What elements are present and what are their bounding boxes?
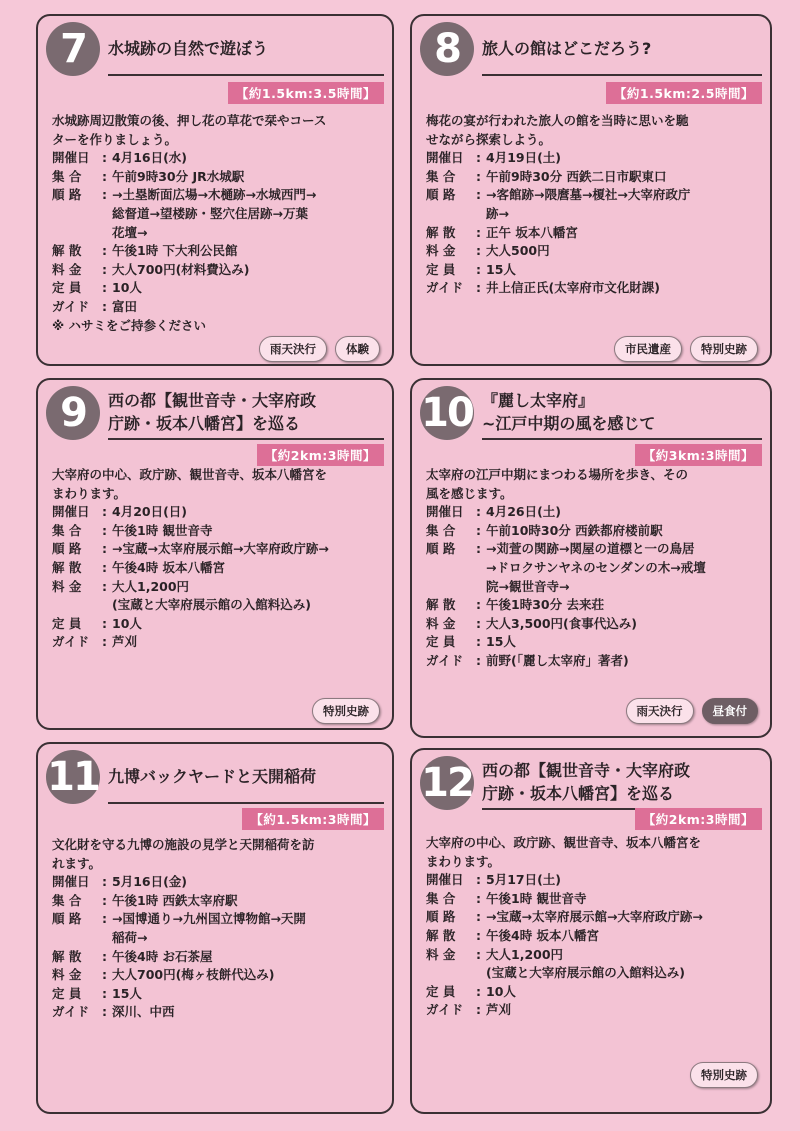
detail-value: 大人700円(梅ヶ枝餅代込み) — [112, 967, 275, 983]
detail-value: →国博通り→九州国立博物館→天開 稲荷→ — [112, 911, 306, 945]
detail-colon: : — [102, 504, 107, 520]
detail-label: 順 路 — [426, 187, 456, 203]
detail-value: 大人1,200円 (宝蔵と大宰府展示館の入館料込み) — [112, 578, 311, 613]
detail-value: →客館跡→隈麿墓→榎社→大宰府政庁 跡→ — [486, 187, 691, 221]
detail-row — [52, 892, 382, 911]
badge-group — [690, 1062, 758, 1088]
detail-value: 午後4時 坂本八幡宮 — [112, 559, 226, 575]
detail-value: 午前10時30分 西鉄都府楼前駅 — [486, 522, 663, 538]
detail-value: 15人 — [112, 985, 142, 1001]
event-title-wrap — [108, 24, 384, 76]
detail-label: 集 合 — [426, 890, 456, 906]
detail-colon: : — [102, 948, 107, 964]
detail-row — [52, 1003, 382, 1022]
detail-label: 定 員 — [426, 261, 456, 277]
distance-time-tag: 【約2km:3時間】 — [635, 808, 762, 830]
event-description: 太宰府の江戸中期にまつわる場所を歩き、その 風を感じます。 — [426, 467, 689, 501]
event-badge: 体験 — [335, 336, 380, 362]
detail-value: →苅萱の関跡→関屋の道標と一の鳥居 →ドロクサンヤネのセンダンの木→戒壇 院→観世音寺→ — [486, 541, 706, 594]
detail-value: 大人3,500円(食事代込み) — [486, 615, 637, 631]
detail-colon: : — [102, 911, 107, 927]
detail-colon: : — [476, 615, 481, 631]
detail-label: 定 員 — [426, 983, 456, 999]
event-title: 旅人の館はどこだろう? — [482, 38, 652, 58]
detail-label: 順 路 — [52, 911, 82, 927]
detail-value: 芦刈 — [486, 1002, 512, 1018]
detail-row — [52, 615, 382, 634]
detail-value: →宝蔵→太宰府展示館→大宰府政庁跡→ — [486, 909, 703, 925]
event-number: 11 — [46, 750, 100, 804]
detail-colon: : — [102, 522, 107, 538]
detail-colon: : — [476, 261, 481, 277]
badge-group — [259, 336, 380, 362]
detail-value: 4月16日(水) — [112, 150, 188, 166]
detail-colon: : — [102, 168, 107, 184]
detail-colon: : — [476, 541, 481, 557]
event-badge: 特別史跡 — [312, 698, 380, 724]
detail-label: 料 金 — [426, 946, 456, 962]
event-details — [426, 834, 760, 1020]
detail-label: 順 路 — [52, 187, 82, 203]
detail-value: 午前9時30分 西鉄二日市駅東口 — [486, 168, 667, 184]
event-details — [52, 112, 382, 335]
detail-value: →土塁断面広場→木樋跡→水城西門→ 総督道→望楼跡・竪穴住居跡→万葉 花壇→ — [112, 187, 317, 240]
detail-colon: : — [102, 298, 107, 314]
detail-label: 解 散 — [52, 559, 82, 575]
detail-colon: : — [102, 1004, 107, 1020]
detail-colon: : — [476, 1002, 481, 1018]
detail-row — [52, 186, 382, 242]
detail-colon: : — [476, 187, 481, 203]
event-number: 12 — [420, 756, 474, 810]
detail-value: 5月16日(金) — [112, 874, 188, 890]
detail-colon: : — [476, 634, 481, 650]
detail-colon: : — [476, 597, 481, 613]
event-card — [36, 378, 394, 730]
detail-row — [426, 908, 760, 927]
detail-label: 定 員 — [52, 615, 82, 631]
detail-label: 解 散 — [426, 224, 456, 240]
event-title-wrap — [482, 388, 762, 440]
detail-value: 午後1時 観世音寺 — [486, 890, 587, 906]
event-title-wrap — [482, 758, 762, 810]
event-title-wrap — [108, 752, 384, 804]
event-badge: 特別史跡 — [690, 336, 758, 362]
detail-row — [52, 279, 382, 298]
detail-label: 順 路 — [426, 541, 456, 557]
detail-row — [426, 224, 760, 243]
event-details — [52, 466, 382, 652]
detail-label: 集 合 — [426, 168, 456, 184]
detail-value: 4月19日(土) — [486, 150, 562, 166]
detail-row — [426, 1001, 760, 1020]
detail-colon: : — [102, 892, 107, 908]
detail-value: 午後1時 下大利公民館 — [112, 243, 238, 259]
detail-row — [52, 298, 382, 317]
detail-value: 午後4時 お石茶屋 — [112, 948, 213, 964]
detail-colon: : — [102, 615, 107, 631]
detail-row — [52, 168, 382, 187]
event-badge: 雨天決行 — [626, 698, 694, 724]
detail-value: 深川、中西 — [112, 1004, 175, 1020]
distance-time-tag: 【約1.5km:3時間】 — [242, 808, 384, 830]
detail-value: 10人 — [112, 615, 142, 631]
detail-value: 5月17日(土) — [486, 872, 562, 888]
detail-row — [52, 149, 382, 168]
detail-value: 大人500円 — [486, 243, 550, 259]
detail-row — [426, 633, 760, 652]
detail-row — [426, 186, 760, 223]
detail-row — [52, 633, 382, 652]
event-badge: 雨天決行 — [259, 336, 327, 362]
detail-colon: : — [476, 909, 481, 925]
detail-label: 料 金 — [426, 615, 456, 631]
detail-row — [52, 578, 382, 615]
detail-colon: : — [476, 522, 481, 538]
detail-label: ガイド — [52, 298, 90, 314]
detail-colon: : — [102, 634, 107, 650]
detail-value: 富田 — [112, 298, 138, 314]
detail-label: 開催日 — [52, 150, 90, 166]
detail-colon: : — [476, 280, 481, 296]
detail-row — [52, 540, 382, 559]
detail-colon: : — [102, 541, 107, 557]
detail-colon: : — [102, 578, 107, 594]
detail-row — [426, 242, 760, 261]
detail-colon: : — [476, 983, 481, 999]
detail-colon: : — [102, 985, 107, 1001]
event-title: 九博バックヤードと天開稲荷 — [108, 766, 317, 786]
detail-row — [426, 927, 760, 946]
distance-time-tag: 【約1.5km:3.5時間】 — [228, 82, 384, 104]
detail-label: ガイド — [52, 1004, 90, 1020]
detail-value: 正午 坂本八幡宮 — [486, 224, 578, 240]
detail-value: 15人 — [486, 634, 516, 650]
event-description: 梅花の宴が行われた旅人の館を当時に思いを馳 せながら探索しよう。 — [426, 113, 689, 147]
detail-value: 4月20日(日) — [112, 504, 188, 520]
detail-value: 午後4時 坂本八幡宮 — [486, 927, 600, 943]
event-card — [36, 14, 394, 366]
detail-label: 料 金 — [426, 243, 456, 259]
event-card — [410, 14, 772, 366]
event-badge: 特別史跡 — [690, 1062, 758, 1088]
detail-value: 大人1,200円 (宝蔵と大宰府展示館の入館料込み) — [486, 946, 685, 981]
detail-row — [426, 503, 760, 522]
detail-colon: : — [102, 559, 107, 575]
detail-label: 順 路 — [52, 541, 82, 557]
detail-row — [52, 242, 382, 261]
detail-label: 料 金 — [52, 578, 82, 594]
detail-colon: : — [476, 946, 481, 962]
detail-label: 解 散 — [52, 243, 82, 259]
detail-colon: : — [102, 187, 107, 203]
badge-group — [312, 698, 380, 724]
detail-value: →宝蔵→太宰府展示館→大宰府政庁跡→ — [112, 541, 329, 557]
event-card — [410, 378, 772, 738]
detail-colon: : — [476, 652, 481, 668]
detail-colon: : — [476, 150, 481, 166]
detail-colon: : — [102, 261, 107, 277]
detail-value: 10人 — [486, 983, 516, 999]
event-number: 10 — [420, 386, 474, 440]
event-title: 水城跡の自然で遊ぼう — [108, 38, 269, 58]
detail-colon: : — [476, 927, 481, 943]
detail-value: 10人 — [112, 280, 142, 296]
detail-colon: : — [476, 224, 481, 240]
event-badge: 昼食付 — [702, 698, 759, 724]
event-badge: 市民遺産 — [614, 336, 682, 362]
badge-group — [626, 698, 759, 724]
detail-value: 4月26日(土) — [486, 504, 562, 520]
detail-row — [52, 873, 382, 892]
detail-value: 午後1時 観世音寺 — [112, 522, 213, 538]
detail-colon: : — [102, 874, 107, 890]
event-card — [410, 748, 772, 1114]
detail-row — [52, 910, 382, 947]
detail-label: 集 合 — [426, 522, 456, 538]
detail-row — [426, 890, 760, 909]
detail-label: ガイド — [426, 1002, 464, 1018]
detail-label: 解 散 — [52, 948, 82, 964]
detail-label: 定 員 — [52, 280, 82, 296]
detail-label: 順 路 — [426, 909, 456, 925]
event-details — [426, 466, 760, 671]
detail-row — [52, 522, 382, 541]
detail-colon: : — [476, 504, 481, 520]
detail-value: 午前9時30分 JR水城駅 — [112, 168, 245, 184]
distance-time-tag: 【約1.5km:2.5時間】 — [606, 82, 762, 104]
distance-time-tag: 【約3km:3時間】 — [635, 444, 762, 466]
detail-colon: : — [476, 890, 481, 906]
detail-label: 定 員 — [426, 634, 456, 650]
detail-row — [426, 522, 760, 541]
event-description: 文化財を守る九博の施設の見学と天開稲荷を訪 れます。 — [52, 837, 315, 871]
detail-value: 芦刈 — [112, 634, 138, 650]
distance-time-tag: 【約2km:3時間】 — [257, 444, 384, 466]
detail-label: ガイド — [52, 634, 90, 650]
detail-colon: : — [102, 967, 107, 983]
detail-label: ガイド — [426, 652, 464, 668]
detail-label: ガイド — [426, 280, 464, 296]
event-description: 大宰府の中心、政庁跡、観世音寺、坂本八幡宮を まわります。 — [426, 835, 702, 869]
detail-value: 午後1時30分 去来荘 — [486, 597, 604, 613]
detail-label: 料 金 — [52, 967, 82, 983]
event-title-wrap — [108, 388, 384, 440]
detail-colon: : — [476, 168, 481, 184]
event-number: 8 — [420, 22, 474, 76]
event-title-wrap — [482, 24, 762, 76]
detail-colon: : — [102, 243, 107, 259]
detail-colon: : — [476, 872, 481, 888]
detail-row — [426, 615, 760, 634]
detail-colon: : — [476, 243, 481, 259]
event-details — [52, 836, 382, 1022]
detail-row — [426, 946, 760, 983]
detail-label: 開催日 — [426, 504, 464, 520]
event-note: ※ ハサミをご持参ください — [52, 317, 207, 333]
detail-row — [426, 279, 760, 298]
detail-row — [426, 261, 760, 280]
detail-label: 開催日 — [426, 872, 464, 888]
event-title: 西の都【観世音寺・大宰府政 庁跡・坂本八幡宮】を巡る — [108, 391, 317, 433]
detail-value: 大人700円(材料費込み) — [112, 261, 250, 277]
detail-row — [426, 871, 760, 890]
detail-label: 開催日 — [52, 504, 90, 520]
detail-label: 定 員 — [52, 985, 82, 1001]
event-title: 『麗し太宰府』 ~江戸中期の風を感じて — [482, 391, 656, 433]
detail-row — [426, 596, 760, 615]
detail-row — [426, 652, 760, 671]
detail-label: 開催日 — [426, 150, 464, 166]
detail-row — [426, 168, 760, 187]
detail-value: 午後1時 西鉄太宰府駅 — [112, 892, 238, 908]
event-number: 9 — [46, 386, 100, 440]
detail-label: 集 合 — [52, 168, 82, 184]
event-number: 7 — [46, 22, 100, 76]
detail-colon: : — [102, 280, 107, 296]
detail-value: 井上信正氏(太宰府市文化財課) — [486, 280, 660, 296]
event-description: 大宰府の中心、政庁跡、観世音寺、坂本八幡宮を まわります。 — [52, 467, 328, 501]
badge-group — [614, 336, 758, 362]
detail-row — [52, 559, 382, 578]
event-card — [36, 742, 394, 1114]
detail-row — [52, 948, 382, 967]
event-details — [426, 112, 760, 298]
detail-row — [426, 983, 760, 1002]
detail-row — [426, 540, 760, 596]
detail-label: 解 散 — [426, 597, 456, 613]
detail-value: 前野(「麗し太宰府」著者) — [486, 652, 629, 668]
detail-label: 集 合 — [52, 522, 82, 538]
detail-row — [52, 966, 382, 985]
detail-row — [426, 149, 760, 168]
detail-row — [52, 985, 382, 1004]
event-title: 西の都【観世音寺・大宰府政 庁跡・坂本八幡宮】を巡る — [482, 761, 691, 803]
detail-label: 集 合 — [52, 892, 82, 908]
detail-label: 開催日 — [52, 874, 90, 890]
detail-label: 解 散 — [426, 927, 456, 943]
detail-label: 料 金 — [52, 261, 82, 277]
detail-row — [52, 261, 382, 280]
event-description: 水城跡周辺散策の後、押し花の草花で栞やコース ターを作りましょう。 — [52, 113, 327, 147]
detail-value: 15人 — [486, 261, 516, 277]
detail-row — [52, 503, 382, 522]
detail-colon: : — [102, 150, 107, 166]
